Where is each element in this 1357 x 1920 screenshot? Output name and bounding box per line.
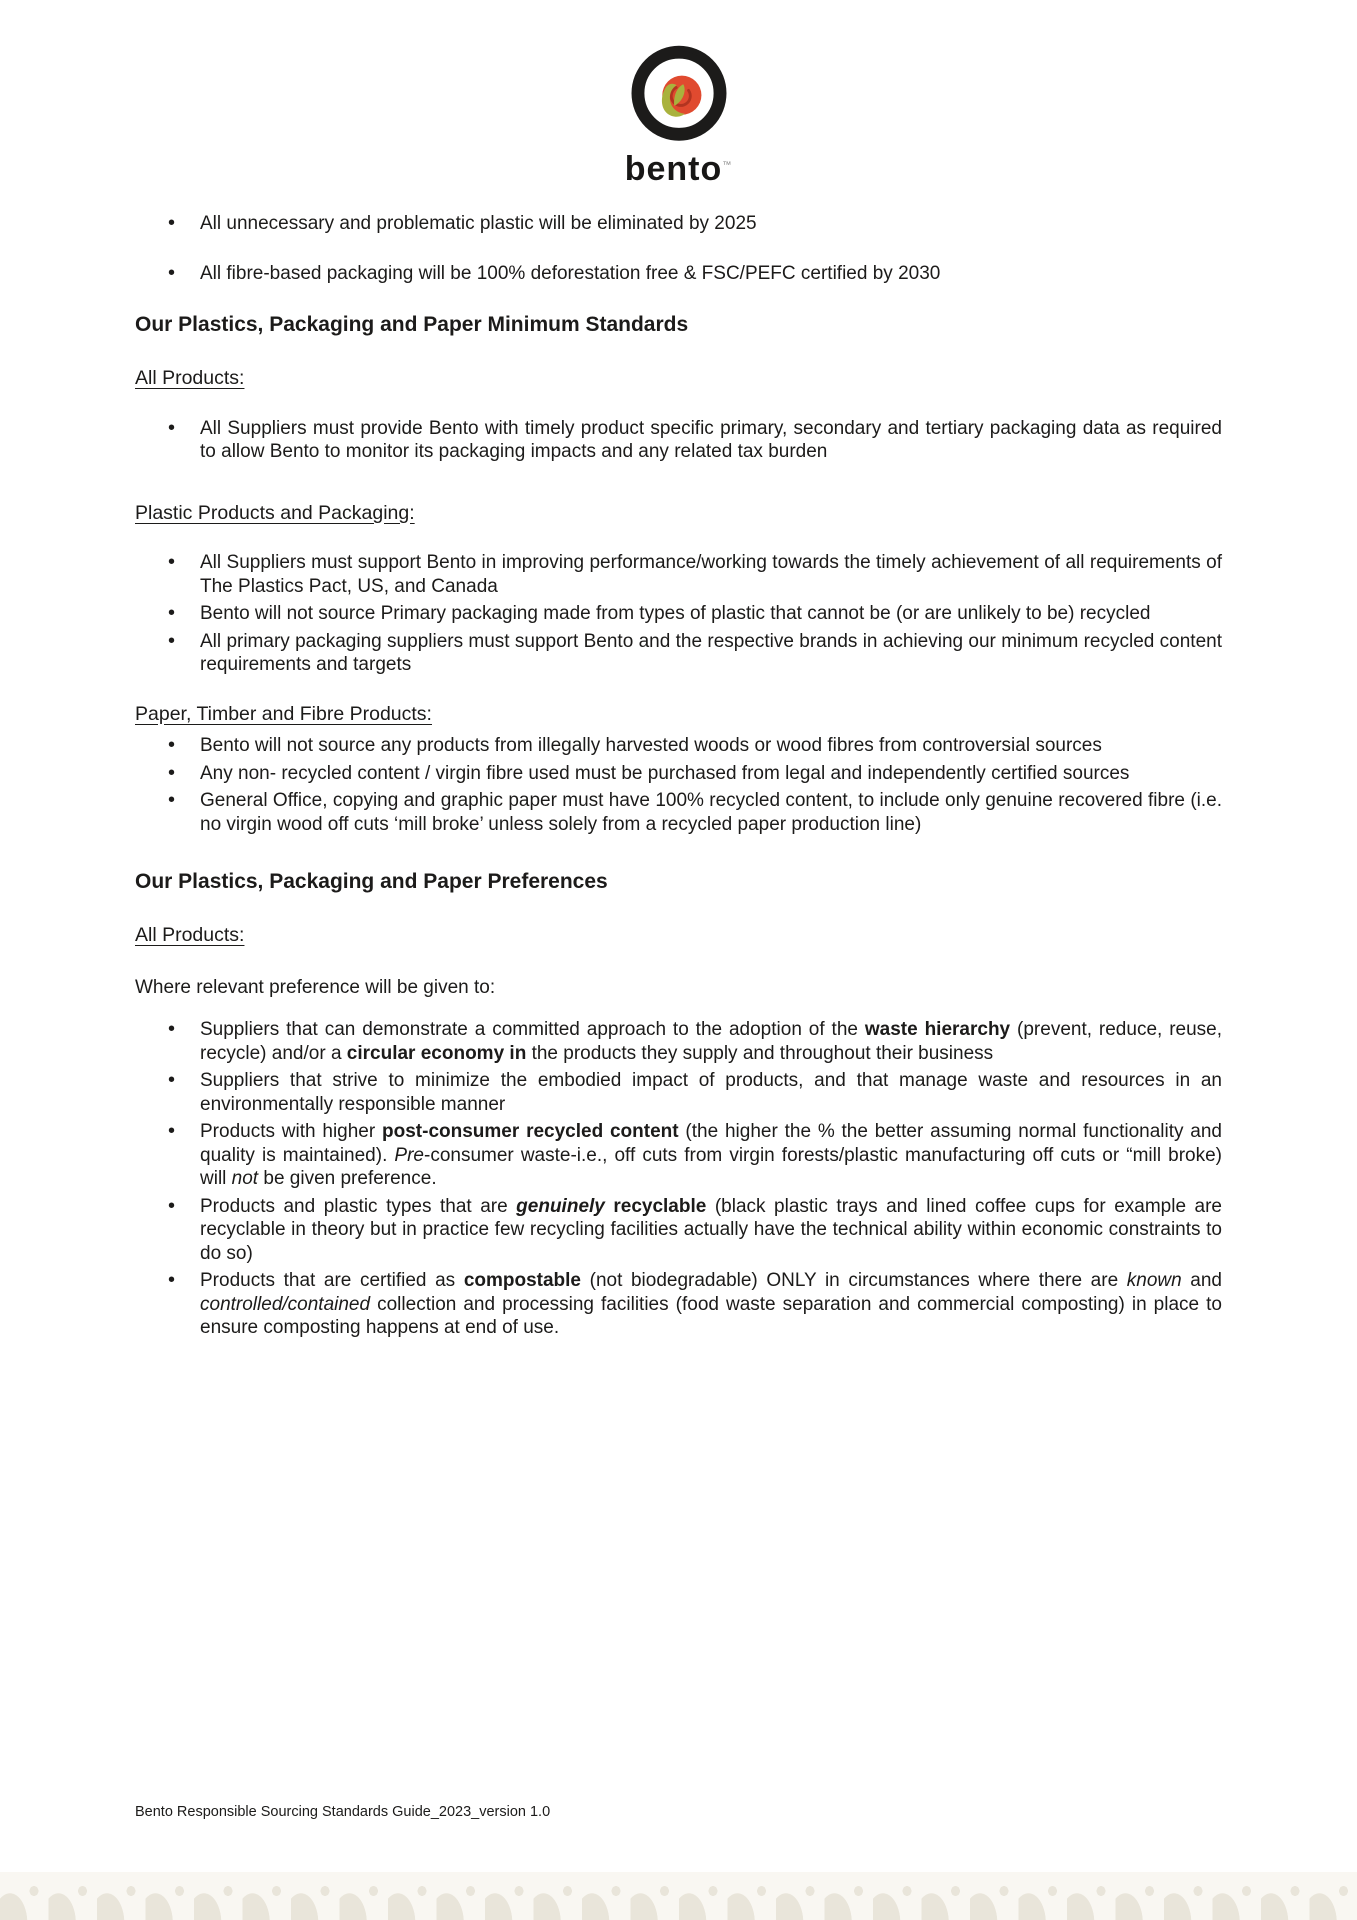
document-footer: Bento Responsible Sourcing Standards Guide_2023_version 1.0: [135, 1804, 551, 1820]
bullet-text: All fibre-based packaging will be 100% deforestation free & FSC/PEFC certified by 2030: [200, 262, 941, 284]
list-item: [135, 212, 1222, 236]
list-item: [135, 1069, 1222, 1116]
paper-bullet-list: [135, 734, 1222, 836]
trademark-symbol: ™: [722, 159, 733, 170]
list-item: [135, 1018, 1222, 1065]
bullet-text: All Suppliers must provide Bento with timely product specific primary, secondary and tertiary packaging data as required to allow Bento to monitor its packaging impacts and any related tax burden: [200, 417, 1222, 462]
bullet-text: Products that are certified as compostable (not biodegradable) ONLY in circumstances where there are known and controlled/contained collection and processing facilities (food waste separation and commercial composting) in place to ensure composting happens at end of use.: [200, 1270, 1223, 1338]
section-heading-preferences: Our Plastics, Packaging and Paper Preferences: [135, 870, 608, 893]
list-item: [135, 1195, 1222, 1266]
bento-logo-icon: [616, 36, 742, 162]
plastic-bullet-list: [135, 551, 1222, 677]
bullet-text: All primary packaging suppliers must support Bento and the respective brands in achieving our minimum recycled content requirements and targets: [200, 630, 1222, 675]
bullet-text: Products and plastic types that are genuinely recyclable (black plastic trays and lined coffee cups for example are recyclable in theory but in practice few recycling facilities actually have the technical ability within economic constraints to do so): [200, 1195, 1223, 1264]
subheading-paper-timber-fibre: Paper, Timber and Fibre Products:: [135, 702, 432, 725]
bullet-text: Bento will not source any products from illegally harvested woods or wood fibres from controversial sources: [200, 735, 1102, 756]
brand-name: bento: [624, 150, 723, 188]
bullet-text: All unnecessary and problematic plastic will be eliminated by 2025: [200, 213, 757, 234]
list-item: [135, 262, 1222, 286]
brand-wordmark: [625, 152, 733, 186]
subheading-all-products-1: All Products:: [135, 367, 245, 389]
bullet-text: Bento will not source Primary packaging made from types of plastic that cannot be (or are unlikely to be) recycled: [200, 603, 1151, 624]
list-item: [135, 602, 1222, 626]
document-body: [135, 212, 1222, 1340]
decorative-scallop-border: [0, 1872, 1357, 1920]
section-heading-minimum-standards: Our Plastics, Packaging and Paper Minimum Standards: [135, 313, 689, 336]
preferences-intro: Where relevant preference will be given to:: [135, 976, 496, 998]
all-products-bullet-list: [135, 417, 1222, 464]
list-item: [135, 1120, 1222, 1191]
list-item: [135, 417, 1222, 464]
subheading-plastic-products: Plastic Products and Packaging:: [135, 501, 415, 524]
bullet-text: Suppliers that strive to minimize the embodied impact of products, and that manage waste and resources in an environmentally responsible manner: [200, 1070, 1222, 1115]
preferences-bullet-list: [135, 1018, 1222, 1340]
list-item: [135, 551, 1222, 598]
intro-bullet-list: [135, 212, 1222, 285]
bullet-text: All Suppliers must support Bento in improving performance/working towards the timely achievement of all requirements of The Plastics Pact, US, and Canada: [200, 552, 1222, 597]
brand-logo: [0, 0, 1357, 186]
bullet-text: Any non- recycled content / virgin fibre used must be purchased from legal and independently certified sources: [200, 762, 1130, 784]
list-item: [135, 734, 1222, 758]
bullet-text: Products with higher post-consumer recycled content (the higher the % the better assuming normal functionality and quality is maintained). Pre-consumer waste-i.e., off cuts from virgin forests/plastic manufacturing off cuts or “mill broke) will not be given preference.: [200, 1121, 1222, 1189]
list-item: [135, 630, 1222, 677]
subheading-all-products-2: All Products:: [135, 924, 245, 946]
bullet-text: Suppliers that can demonstrate a committed approach to the adoption of the waste hierarchy (prevent, reduce, reuse, recycle) and/or a circular economy in the products they supply and throughout their business: [200, 1019, 1222, 1064]
list-item: [135, 1269, 1222, 1340]
list-item: [135, 762, 1222, 786]
bullet-text: General Office, copying and graphic paper must have 100% recycled content, to include only genuine recovered fibre (i.e. no virgin wood off cuts ‘mill broke’ unless solely from a recycled paper production line): [200, 790, 1222, 835]
list-item: [135, 789, 1222, 836]
